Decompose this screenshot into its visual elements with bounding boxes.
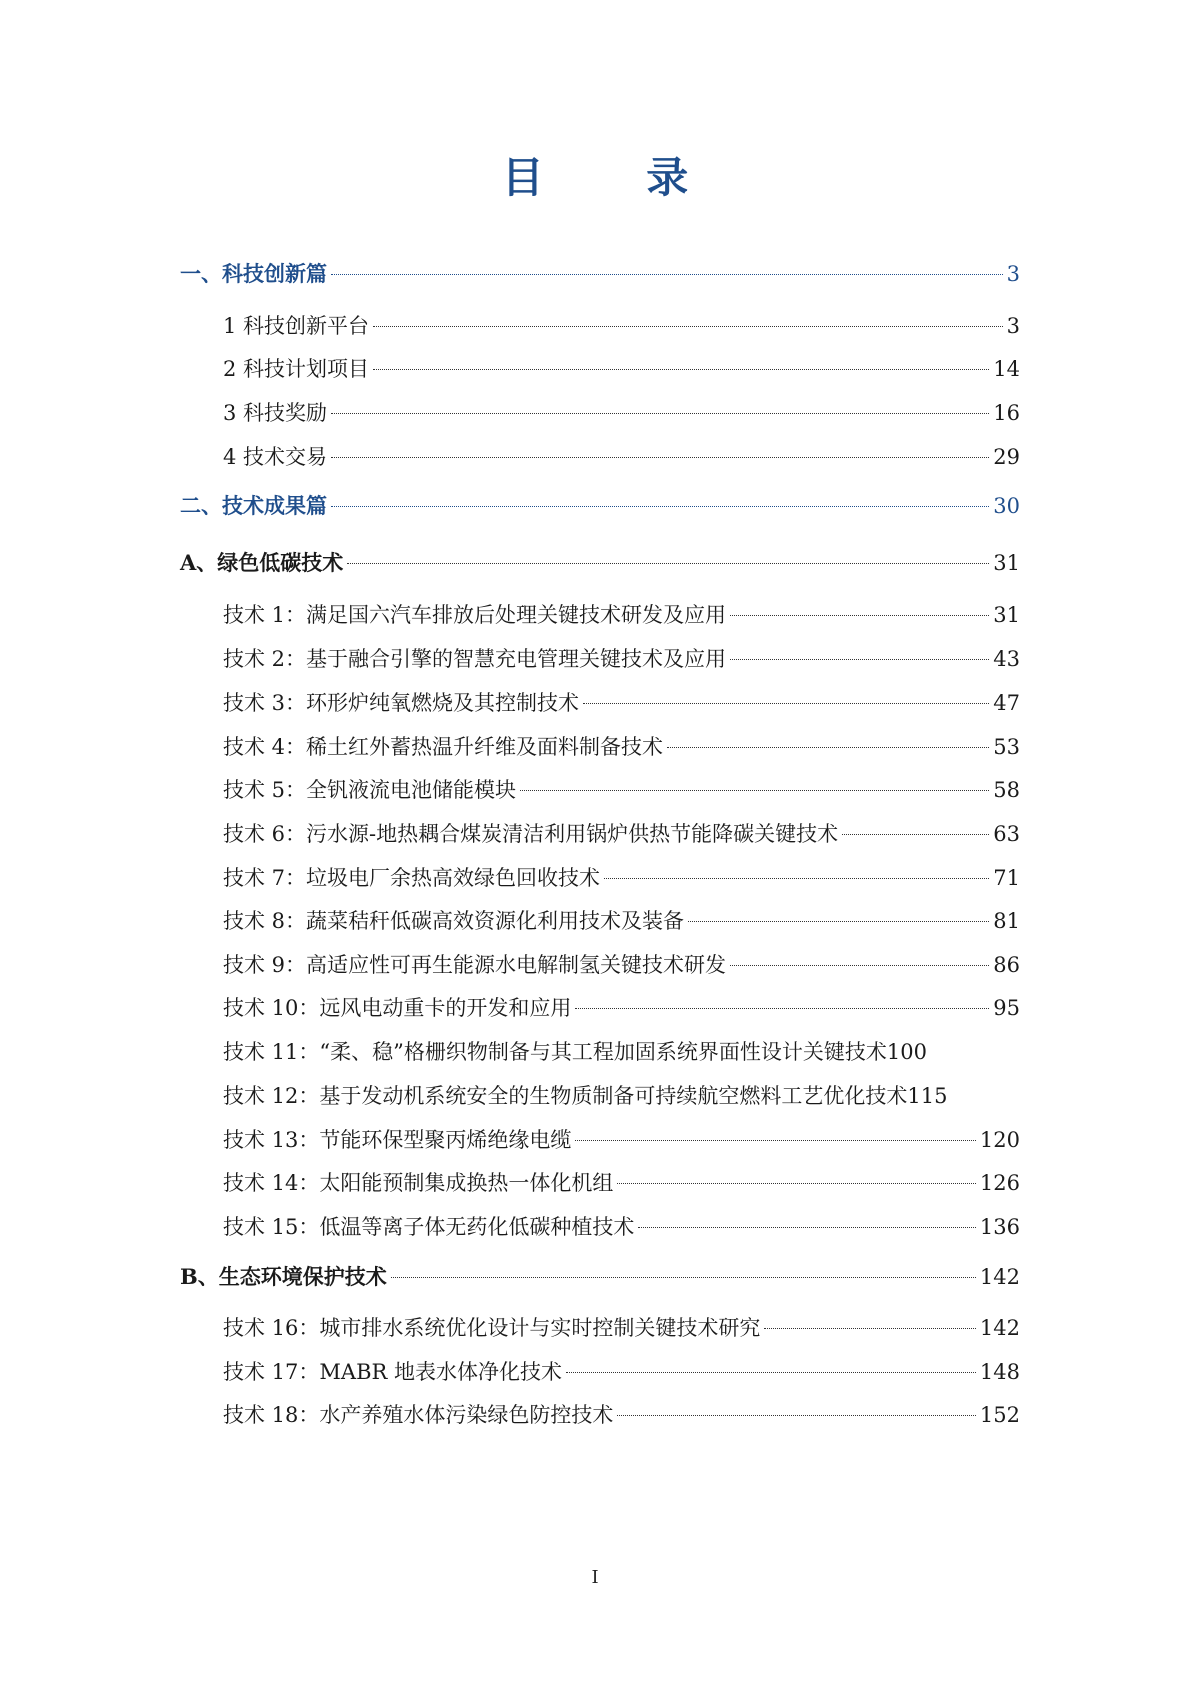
dot-leader — [575, 1140, 976, 1141]
toc-page-number: 81 — [993, 909, 1020, 933]
toc-item[interactable] — [223, 1036, 1020, 1068]
toc-page-number: 120 — [979, 1128, 1020, 1152]
toc-label: B、生态环境保护技术 — [180, 1264, 387, 1289]
toc-label: 技术 3：环形炉纯氧燃烧及其控制技术 — [223, 691, 580, 715]
toc-label: 技术 6：污水源-地热耦合煤炭清洁利用锅炉供热节能降碳关键技术 — [223, 822, 839, 846]
toc-item[interactable] — [223, 992, 1020, 1024]
dot-leader — [730, 615, 989, 616]
toc-section-2[interactable] — [180, 490, 1020, 522]
toc-page-number: 31 — [993, 551, 1020, 575]
toc-label: 2 科技计划项目 — [223, 357, 370, 381]
toc-page-number: 14 — [993, 357, 1020, 381]
toc-label: 技术 16：城市排水系统优化设计与实时控制关键技术研究 — [223, 1316, 761, 1340]
toc-label: 技术 18：水产养殖水体污染绿色防控技术 — [223, 1403, 614, 1427]
toc-page-number: 152 — [979, 1403, 1020, 1427]
page-number-footer: I — [591, 1567, 599, 1588]
dot-leader — [617, 1183, 976, 1184]
toc-label: 技术 2：基于融合引擎的智慧充电管理关键技术及应用 — [223, 647, 727, 671]
toc-label: 技术 9：高适应性可再生能源水电解制氢关键技术研发 — [223, 953, 727, 977]
toc-page-number: 58 — [993, 778, 1020, 802]
toc-label: 技术 4：稀土红外蓄热温升纤维及面料制备技术 — [223, 735, 664, 759]
toc-label: 技术 13：节能环保型聚丙烯绝缘电缆 — [223, 1128, 572, 1152]
dot-leader — [373, 326, 1003, 327]
toc-label: 技术 7：垃圾电厂余热高效绿色回收技术 — [223, 866, 601, 890]
toc-label: 技术 17：MABR 地表水体净化技术 — [223, 1360, 562, 1384]
dot-leader — [842, 834, 989, 835]
toc-subsection-b[interactable] — [180, 1261, 1020, 1293]
dot-leader — [667, 747, 989, 748]
toc-label: 一、科技创新篇 — [180, 261, 327, 286]
toc-page-number: 86 — [993, 953, 1020, 977]
toc-item[interactable] — [223, 599, 1020, 631]
dot-leader — [617, 1415, 976, 1416]
dot-leader — [604, 878, 989, 879]
toc-label: 技术 11：“柔、稳”格栅织物制备与其工程加固系统界面性设计关键技术 — [223, 1040, 887, 1064]
toc-item[interactable] — [223, 862, 1020, 894]
toc-item[interactable] — [223, 1211, 1020, 1243]
toc-item[interactable] — [223, 774, 1020, 806]
toc-label: 3 科技奖励 — [223, 401, 328, 425]
dot-leader — [331, 457, 989, 458]
toc-subsection-a[interactable] — [180, 547, 1020, 579]
toc-item[interactable] — [223, 1399, 1020, 1431]
toc-page-number: 100 — [886, 1040, 927, 1064]
toc-page-number: 31 — [993, 603, 1020, 627]
toc-item[interactable] — [223, 1312, 1020, 1344]
toc-item[interactable] — [223, 1080, 1020, 1112]
toc-item[interactable] — [223, 397, 1020, 429]
toc-page-number: 16 — [993, 401, 1020, 425]
toc-label: 1 科技创新平台 — [223, 314, 370, 338]
dot-leader — [331, 506, 989, 507]
toc-page-number: 47 — [993, 691, 1020, 715]
toc-page-number: 115 — [907, 1084, 948, 1108]
toc-label: 技术 1：满足国六汽车排放后处理关键技术研发及应用 — [223, 603, 727, 627]
toc-page-number: 29 — [993, 445, 1020, 469]
toc-page-number: 136 — [979, 1215, 1020, 1239]
toc-page-number: 53 — [993, 735, 1020, 759]
toc-item[interactable] — [223, 949, 1020, 981]
toc-item[interactable] — [223, 687, 1020, 719]
dot-leader — [730, 659, 989, 660]
toc-page-number: 142 — [979, 1265, 1020, 1289]
toc-page-number: 142 — [979, 1316, 1020, 1340]
toc-page-number: 126 — [979, 1171, 1020, 1195]
toc-page-number: 30 — [993, 494, 1020, 518]
dot-leader — [583, 703, 989, 704]
toc-item[interactable] — [223, 1124, 1020, 1156]
dot-leader — [331, 413, 989, 414]
toc-label: 技术 15：低温等离子体无药化低碳种植技术 — [223, 1215, 635, 1239]
toc-item[interactable] — [223, 441, 1020, 473]
toc-page-number: 3 — [1006, 262, 1020, 286]
dot-leader — [730, 965, 989, 966]
toc-label: 技术 5：全钒液流电池储能模块 — [223, 778, 517, 802]
toc-label: 技术 10：远风电动重卡的开发和应用 — [223, 996, 572, 1020]
toc-label: 4 技术交易 — [223, 445, 328, 469]
dot-leader — [575, 1008, 989, 1009]
toc-page-number: 3 — [1006, 314, 1020, 338]
toc-item[interactable] — [223, 731, 1020, 763]
dot-leader — [373, 369, 989, 370]
toc-item[interactable] — [223, 818, 1020, 850]
dot-leader — [638, 1227, 976, 1228]
dot-leader — [391, 1277, 976, 1278]
toc-item[interactable] — [223, 643, 1020, 675]
toc-item[interactable] — [223, 905, 1020, 937]
toc-page-number: 43 — [993, 647, 1020, 671]
toc-page-number: 63 — [993, 822, 1020, 846]
toc-item[interactable] — [223, 353, 1020, 385]
toc-item[interactable] — [223, 1167, 1020, 1199]
dot-leader — [347, 563, 989, 564]
dot-leader — [688, 921, 989, 922]
toc-section-1[interactable] — [180, 258, 1020, 290]
toc-label: 二、技术成果篇 — [180, 493, 327, 518]
toc-page-number: 71 — [993, 866, 1020, 890]
toc-item[interactable] — [223, 1356, 1020, 1388]
toc-label: A、绿色低碳技术 — [180, 550, 344, 575]
toc-label: 技术 8：蔬菜秸秆低碳高效资源化利用技术及装备 — [223, 909, 685, 933]
toc-page-number: 148 — [979, 1360, 1020, 1384]
dot-leader — [764, 1328, 976, 1329]
toc-label: 技术 12：基于发动机系统安全的生物质制备可持续航空燃料工艺优化技术 — [223, 1084, 908, 1108]
toc-item[interactable] — [223, 310, 1020, 342]
page-title: 目 录 — [501, 153, 733, 202]
dot-leader — [566, 1372, 976, 1373]
dot-leader — [331, 274, 1003, 275]
dot-leader — [520, 790, 989, 791]
toc-label: 技术 14：太阳能预制集成换热一体化机组 — [223, 1171, 614, 1195]
toc-page-number: 95 — [993, 996, 1020, 1020]
